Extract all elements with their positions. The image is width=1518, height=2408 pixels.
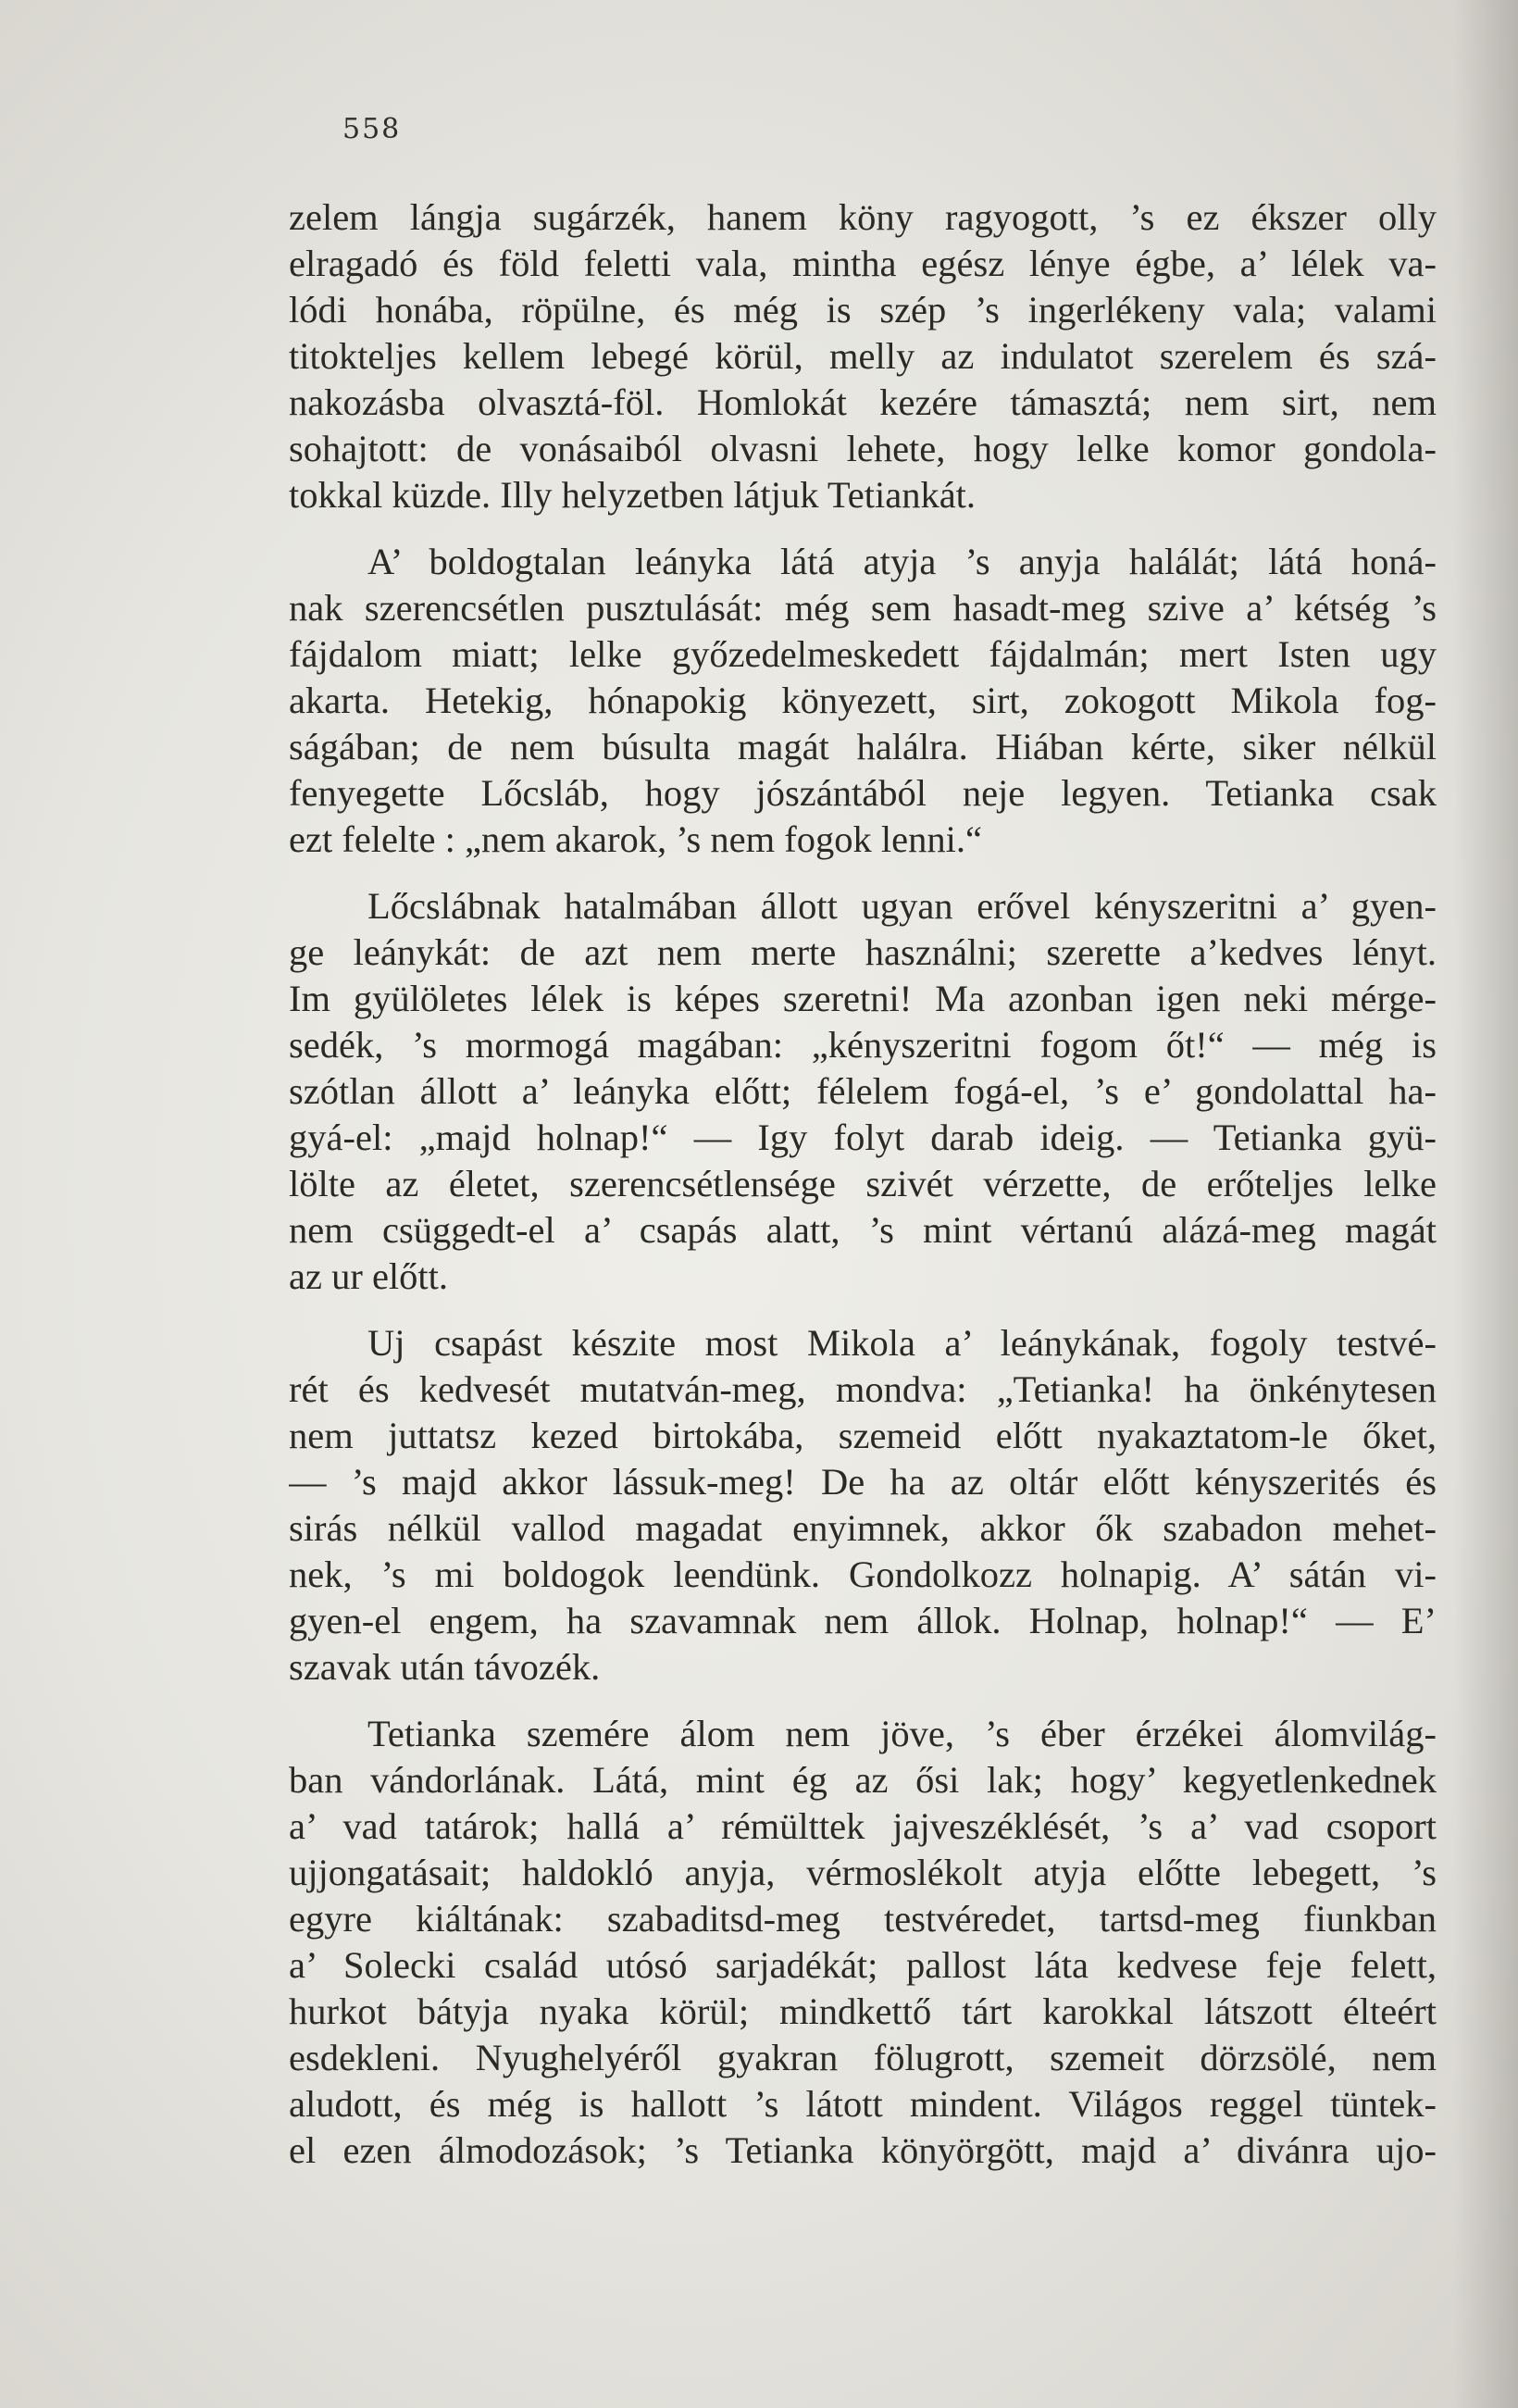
text-line: nakozásba olvasztá-föl. Homlokát kezére támasztá; nem sirt, nem [289, 381, 1437, 423]
text-line: ban vándorlának. Látá, mint ég az ősi lak; hogy’ kegyetlenkednek [289, 1759, 1437, 1801]
text-line: lölte az életet, szerencsétlensége szivét vérzette, de erőteljes lelke [289, 1163, 1437, 1204]
text-line: az ur előtt. [289, 1255, 449, 1297]
text-line: Im gyülöletes lélek is képes szeretni! Ma azonban igen neki mérge- [289, 978, 1437, 1019]
text-line: zelem lángja sugárzék, hanem köny ragyogott, ’s ez ékszer olly [289, 196, 1437, 238]
text-line: rét és kedvesét mutatván-meg, mondva: „Tetianka! ha önkénytesen [289, 1368, 1437, 1410]
text-line: szótlan állott a’ leányka előtt; félelem fogá-el, ’s e’ gondolattal ha- [289, 1070, 1437, 1112]
text-line: lódi honába, röpülne, és még is szép ’s ingerlékeny vala; valami [289, 289, 1437, 331]
text-line: hurkot bátyja nyaka körül; mindkettő tárt karokkal látszott élteért [289, 1990, 1437, 2032]
text-line: gyá-el: „majd holnap!“ — Igy folyt darab ideig. — Tetianka gyü- [289, 1117, 1437, 1158]
text-line: nek, ’s mi boldogok leendünk. Gondolkozz holnapig. A’ sátán vi- [289, 1553, 1437, 1595]
text-line: ge leánykát: de azt nem merte használni; szerette a’kedves lényt. [289, 931, 1437, 973]
text-line: sedék, ’s mormogá magában: „kényszeritni fogom őt!“ — még is [289, 1024, 1437, 1066]
text-line: elragadó és föld feletti vala, mintha egész lénye égbe, a’ lélek va- [289, 243, 1437, 284]
text-line: el ezen álmodozások; ’s Tetianka könyörgött, majd a’ divánra ujo- [289, 2129, 1437, 2171]
text-line: fájdalom miatt; lelke győzedelmeskedett fájdalmán; mert Isten ugy [289, 633, 1437, 675]
text-line: fenyegette Lőcsláb, hogy jószántából neje legyen. Tetianka csak [289, 772, 1437, 814]
text-line: sohajtott: de vonásaiból olvasni lehete, hogy lelke komor gondola- [289, 428, 1437, 469]
text-line: titokteljes kellem lebegé körül, melly az indulatot szerelem és szá- [289, 335, 1437, 377]
text-line: esdekleni. Nyughelyéről gyakran fölugrott, szemeit dörzsölé, nem [289, 2037, 1437, 2078]
text-line: ujjongatásait; haldokló anyja, vérmoslékolt atyja előtte lebegett, ’s [289, 1852, 1437, 1893]
text-line: tokkal küzde. Illy helyzetben látjuk Tetiankát. [289, 474, 977, 516]
text-line: Tetianka szemére álom nem jöve, ’s éber érzékei álomvilág- [367, 1713, 1437, 1754]
body-text [289, 194, 1437, 2174]
text-line: Lőcslábnak hatalmában állott ugyan erővel kényszeritni a’ gyen- [367, 885, 1437, 927]
text-line: ezt felelte : „nem akarok, ’s nem fogok lenni.“ [289, 818, 982, 860]
text-line: nem csüggedt-el a’ csapás alatt, ’s mint vértanú alázá-meg magát [289, 1209, 1437, 1251]
text-line: egyre kiáltának: szabaditsd-meg testvéredet, tartsd-meg fiunkban [289, 1898, 1437, 1940]
text-line: a’ vad tatárok; hallá a’ rémülttek jajveszéklését, ’s a’ vad csoport [289, 1805, 1437, 1847]
text-line: ságában; de nem búsulta magát halálra. Hiában kérte, siker nélkül [289, 726, 1437, 767]
text-line: nem juttatsz kezed birtokába, szemeid előtt nyakaztatom-le őket, [289, 1415, 1437, 1456]
paragraph-5 [289, 1711, 1437, 2174]
page-edge-shadow [1453, 0, 1518, 2408]
text-line: gyen-el engem, ha szavamnak nem állok. Holnap, holnap!“ — E’ [289, 1600, 1437, 1641]
page-number: 558 [342, 113, 402, 145]
text-line: — ’s majd akkor lássuk-meg! De ha az oltár előtt kényszerités és [289, 1461, 1437, 1503]
paragraph-1 [289, 194, 1437, 518]
text-line: Uj csapást készite most Mikola a’ leánykának, fogoly testvé- [367, 1322, 1437, 1364]
text-line: a’ Solecki család utósó sarjadékát; pallost láta kedvese feje felett, [289, 1944, 1437, 1986]
text-line: szavak után távozék. [289, 1646, 601, 1688]
paragraph-3 [289, 883, 1437, 1300]
text-line: A’ boldogtalan leányka látá atyja ’s anyja halálát; látá honá- [367, 541, 1437, 582]
text-line: nak szerencsétlen pusztulását: még sem hasadt-meg szive a’ kétség ’s [289, 587, 1437, 629]
text-line: sirás nélkül vallod magadat enyimnek, akkor ők szabadon mehet- [289, 1507, 1437, 1549]
paragraph-2 [289, 539, 1437, 863]
paragraph-4 [289, 1320, 1437, 1691]
text-line: aludott, és még is hallott ’s látott mindent. Világos reggel tüntek- [289, 2083, 1437, 2125]
text-line: akarta. Hetekig, hónapokig könyezett, sirt, zokogott Mikola fog- [289, 680, 1437, 721]
